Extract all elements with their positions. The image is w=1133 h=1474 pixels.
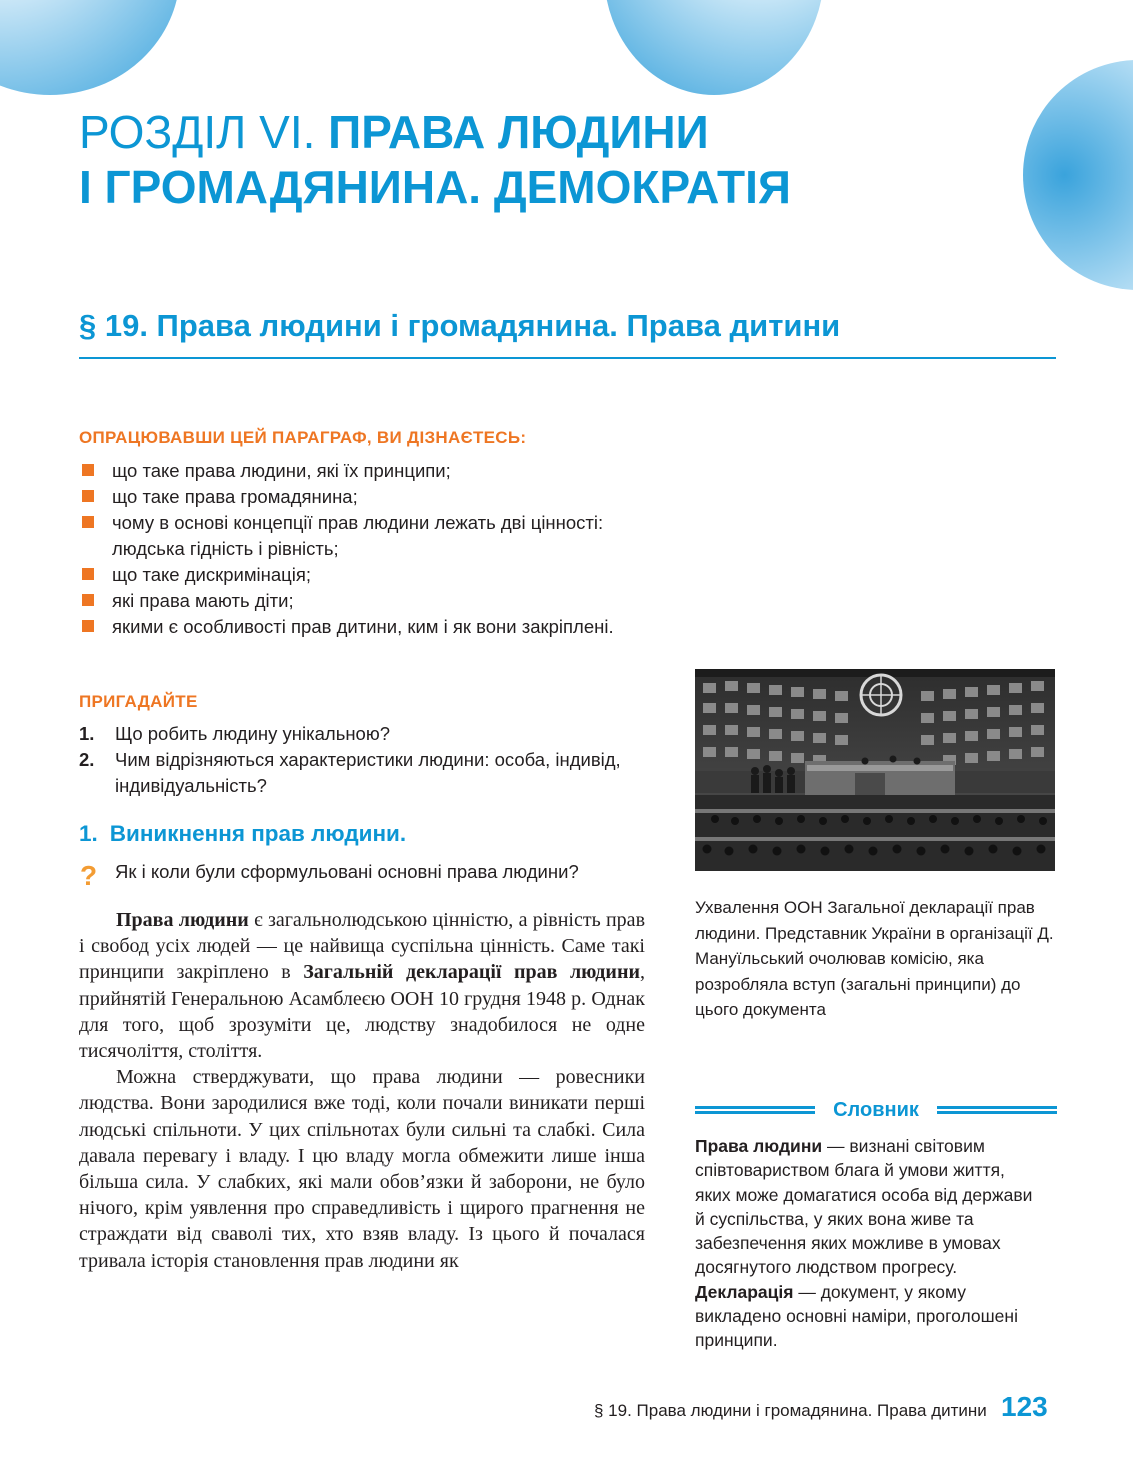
section-heading (79, 821, 406, 847)
list-item: 2. Чим відрізняються характеристики людини: особа, індивід, індивідуальність? (79, 749, 621, 796)
paragraph-title: § 19. Права людини і громадянина. Права дитини (79, 308, 841, 343)
square-bullet-icon (82, 594, 94, 606)
glossary-entry: Декларація — документ, у якому викладено основні наміри, проголошені принципи. (695, 1281, 1018, 1351)
body-paragraph: Права людини є загальнолюдською цінністю, а рівність прав і свобод усіх людей — це найвища суспільна цінність. Саме такі принципи закріплено в Загальній декларації прав людини, прийнятій Генеральною Асамблеєю ООН 10 грудня 1948 р. Однак для того, щоб зрозуміти це, людству знадобилося не одне тисячоліття, століття. (79, 909, 646, 1063)
running-footer: § 19. Права людини і громадянина. Права дитини (594, 1401, 987, 1420)
chapter-title-line2: І ГРОМАДЯНИНА. ДЕМОКРАТІЯ (79, 161, 791, 213)
square-bullet-icon (82, 490, 94, 502)
list-item: чому в основі концепції прав людини лежать дві цінності: людська гідність і рівність; (79, 510, 654, 562)
decorative-circle-top-left (0, 0, 180, 95)
list-item: що таке права людини, які їх принципи; (79, 458, 654, 484)
recall-list (79, 721, 654, 799)
question-mark-icon: ? (80, 860, 98, 891)
photo-caption: Ухвалення ООН Загальної декларації прав людини. Представник України в організації Д. Мануїльський очолював комісію, яка розробляла вступ (загальні принципи) до цього документа (695, 898, 1054, 1019)
square-bullet-icon (82, 620, 94, 632)
chapter-title (79, 105, 1019, 215)
body-paragraph: Можна стверджувати, що права людини — ровесники людства. Вони зародилися вже тоді, коли почали виникати перші людські спільноти. У цих спільнотах були сильні та слабкі. Сила давала перевагу і владу. І цю владу могла обмежити лише інша більша сила. У слабких, які мали обов’язки й заборони, не було нічого, крім уявлення про справедливість і щирого прагнення не страждати від сваволі тих, хто взяв владу. Із цього й почалася тривала історія становлення прав людини як (79, 1066, 645, 1272)
decorative-circle-top-center (604, 0, 824, 95)
list-item: що таке дискримінація; (79, 562, 654, 588)
square-bullet-icon (82, 568, 94, 580)
list-item: що таке права громадянина; (79, 484, 654, 510)
learn-list (79, 458, 654, 640)
divider-bars (937, 1106, 1057, 1118)
glossary-term: Права людини (695, 1136, 823, 1156)
un-assembly-photo (695, 669, 1055, 871)
chapter-prefix: РОЗДІЛ VI. (79, 106, 329, 158)
section-title: Виникнення прав людини. (109, 821, 407, 846)
page-number: 123 (1001, 1391, 1048, 1422)
glossary-entry: Права людини — визнані світовим співтовариством блага й умови життя, яких може домагатися особа від держави й суспільства, у яких вона живе та забезпечення яких можливе в умовах досягнутого людством прогресу. (695, 1136, 1033, 1278)
title-divider (79, 357, 1056, 359)
list-item: 1. Що робить людину унікальною? (79, 723, 390, 744)
list-item: якими є особливості прав дитини, ким і як вони закріплені. (79, 614, 654, 640)
section-number: 1. (79, 821, 98, 846)
glossary-text (695, 1134, 1043, 1353)
list-item: які права мають діти; (79, 588, 654, 614)
body-text (79, 907, 645, 1274)
photo-illustration (695, 669, 1055, 871)
chapter-title-line1: ПРАВА ЛЮДИНИ (328, 106, 709, 158)
recall-heading: ПРИГАДАЙТЕ (79, 692, 198, 711)
key-question: Як і коли були сформульовані основні права людини? (115, 861, 579, 882)
term-bold: Загальній декларації прав людини (303, 961, 640, 984)
glossary-heading (695, 1099, 1057, 1125)
glossary-title: Словник (833, 1099, 919, 1121)
learn-heading: ОПРАЦЮВАВШИ ЦЕЙ ПАРАГРАФ, ВИ ДІЗНАЄТЕСЬ: (79, 428, 527, 447)
square-bullet-icon (82, 516, 94, 528)
square-bullet-icon (82, 464, 94, 476)
decorative-circle-right (1023, 60, 1133, 290)
glossary-term: Декларація (695, 1281, 794, 1302)
term-bold: Права людини (116, 909, 249, 931)
